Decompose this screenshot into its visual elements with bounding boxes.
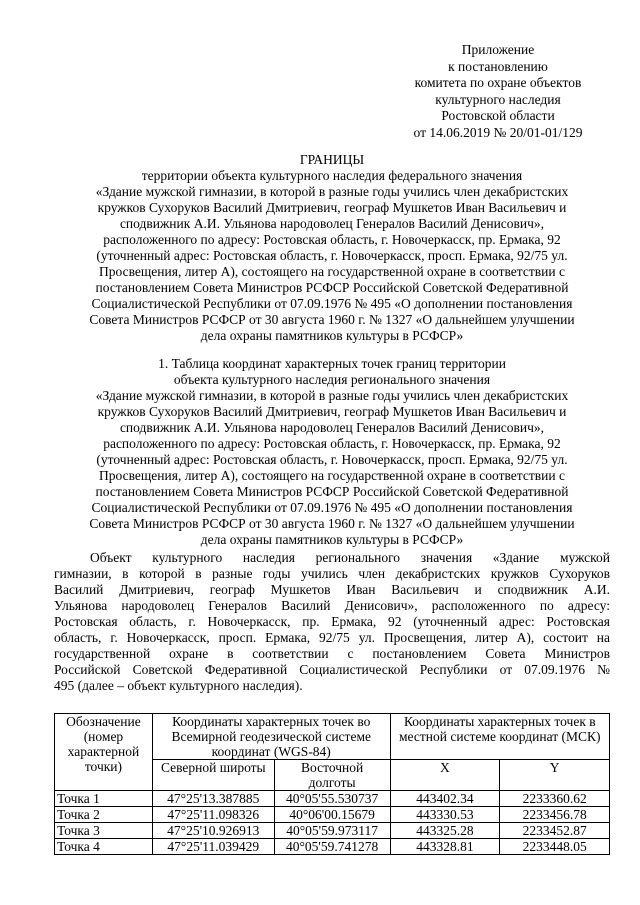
cell-y: 2233448.05 <box>500 839 610 855</box>
section-line: расположенного по адресу: Ростовская область, г. Новочеркасск, пр. Ермака, 92 <box>103 436 561 451</box>
appendix-block <box>380 42 616 141</box>
heading-line: (уточненный адрес: Ростовская область, г. Новочеркасск, просп. Ермака, 92/75 ул. <box>96 248 568 263</box>
heading-line: Совета Министров РСФСР от 30 августа 1960 г. № 1327 «О дальнейшем улучшении <box>89 312 575 327</box>
cell-x: 443325.28 <box>390 823 500 839</box>
table-row <box>55 807 610 823</box>
section-line: (уточненный адрес: Ростовская область, г. Новочеркасск, просп. Ермака, 92/75 ул. <box>96 452 568 467</box>
header-wgs84: Координаты характерных точек во Всемирной геодезической системе координат (WGS-84) <box>152 714 390 760</box>
header-designation: Обозначение (номер характерной точки) <box>55 714 153 791</box>
section-line: Совета Министров РСФСР от 30 августа 1960 г. № 1327 «О дальнейшем улучшении <box>89 516 575 531</box>
paragraph-line: область, г. Новочеркасск, просп. Ермака, 92/75 ул. Просвещения, литер А), состоит на <box>54 630 610 645</box>
cell-point: Точка 4 <box>55 839 153 855</box>
cell-latitude: 47°25'11.039429 <box>152 839 274 855</box>
cell-y: 2233452.87 <box>500 823 610 839</box>
paragraph-line: Российской Советской Федеративной Социалистической Республики от 07.09.1976 № <box>54 662 610 677</box>
subheader-longitude: Восточной долготы <box>274 760 390 791</box>
heading-line: Социалистической Республики от 07.09.1976 № 495 «О дополнении постановления <box>91 296 573 311</box>
cell-longitude: 40°05'55.530737 <box>274 791 390 807</box>
subheader-latitude: Северной широты <box>152 760 274 791</box>
heading-line: Просвещения, литер А), состоящего на государственной охране в соответствии с <box>99 264 565 279</box>
cell-x: 443330.53 <box>390 807 500 823</box>
cell-longitude: 40°06'00.15679 <box>274 807 390 823</box>
cell-longitude: 40°05'59.741278 <box>274 839 390 855</box>
cell-latitude: 47°25'13.387885 <box>152 791 274 807</box>
appendix-line: к постановлению <box>448 58 548 74</box>
appendix-line: культурного наследия <box>435 91 561 107</box>
paragraph-line: 495 (далее – объект культурного наследия). <box>54 678 303 693</box>
section-line: дела охраны памятников культуры в РСФСР» <box>200 532 464 547</box>
header-msk: Координаты характерных точек в местной системе координат (МСК) <box>390 714 609 760</box>
paragraph-line: гимназии, в которой в разные годы учились член декабристских кружков Сухоруков <box>54 566 610 581</box>
appendix-line: комитета по охране объектов <box>414 75 582 90</box>
section-line: сподвижник А.И. Ульянова народоволец Генералов Василий Денисович», <box>119 420 545 435</box>
cell-point: Точка 3 <box>55 823 153 839</box>
section-line: объекта культурного наследия регионального значения <box>173 372 491 387</box>
heading-line: территории объекта культурного наследия федерального значения <box>141 168 523 183</box>
section-1-heading-block <box>54 356 610 548</box>
paragraph-line: Василий Дмитриевич, географ Мушкетов Иван Васильевич и сподвижник А.И. <box>54 582 610 597</box>
cell-point: Точка 1 <box>55 791 153 807</box>
cell-latitude: 47°25'11.098326 <box>152 807 274 823</box>
table-header-row <box>55 714 610 760</box>
cell-latitude: 47°25'10.926913 <box>152 823 274 839</box>
table-row <box>55 823 610 839</box>
body-paragraph <box>54 550 610 694</box>
table-row <box>55 839 610 855</box>
cell-x: 443328.81 <box>390 839 500 855</box>
cell-y: 2233360.62 <box>500 791 610 807</box>
paragraph-line: государственной охране в соответствии с постановлением Совета Министров <box>54 646 610 661</box>
cell-y: 2233456.78 <box>500 807 610 823</box>
heading-line: кружков Сухоруков Василий Дмитриевич, географ Мушкетов Иван Васильевич и <box>97 200 567 215</box>
paragraph-line: Ульянова народоволец Генералов Василий Денисович», расположенного по адресу: <box>54 598 610 613</box>
section-line: Просвещения, литер А), состоящего на государственной охране в соответствии с <box>99 468 565 483</box>
boundaries-heading-block <box>54 152 610 344</box>
section-line: кружков Сухоруков Василий Дмитриевич, географ Мушкетов Иван Васильевич и <box>97 404 567 419</box>
appendix-line: Приложение <box>461 42 535 57</box>
heading-line: сподвижник А.И. Ульянова народоволец Генералов Василий Денисович», <box>119 216 545 231</box>
subheader-y: Y <box>500 760 610 791</box>
paragraph-line: Объект культурного наследия регионального значения «Здание мужской <box>90 550 610 565</box>
cell-longitude: 40°05'59.973117 <box>274 823 390 839</box>
heading-line: расположенного по адресу: Ростовская область, г. Новочеркасск, пр. Ермака, 92 <box>103 232 561 247</box>
heading-line: постановлением Совета Министров РСФСР Российской Советской Федеративной <box>95 280 569 295</box>
table-row <box>55 791 610 807</box>
section-line: 1. Таблица координат характерных точек границ территории <box>158 356 506 371</box>
section-line: Социалистической Республики от 07.09.1976 № 495 «О дополнении постановления <box>91 500 573 515</box>
cell-x: 443402.34 <box>390 791 500 807</box>
paragraph-line: Ростовская область, г. Новочеркасск, пр. Ермака, 92 (уточненный адрес: Ростовская <box>54 614 610 629</box>
subheader-x: X <box>390 760 500 791</box>
heading-line: «Здание мужской гимназии, в которой в разные годы учились член декабристских <box>95 184 569 199</box>
section-line: постановлением Совета Министров РСФСР Российской Советской Федеративной <box>95 484 569 499</box>
appendix-line: от 14.06.2019 № 20/01-01/129 <box>413 124 583 140</box>
heading-line: дела охраны памятников культуры в РСФСР» <box>200 328 464 343</box>
appendix-line: Ростовской области <box>441 108 555 123</box>
cell-point: Точка 2 <box>55 807 153 823</box>
coordinates-table <box>54 713 610 855</box>
document-title: ГРАНИЦЫ <box>299 152 365 167</box>
section-line: «Здание мужской гимназии, в которой в разные годы учились член декабристских <box>95 388 569 403</box>
